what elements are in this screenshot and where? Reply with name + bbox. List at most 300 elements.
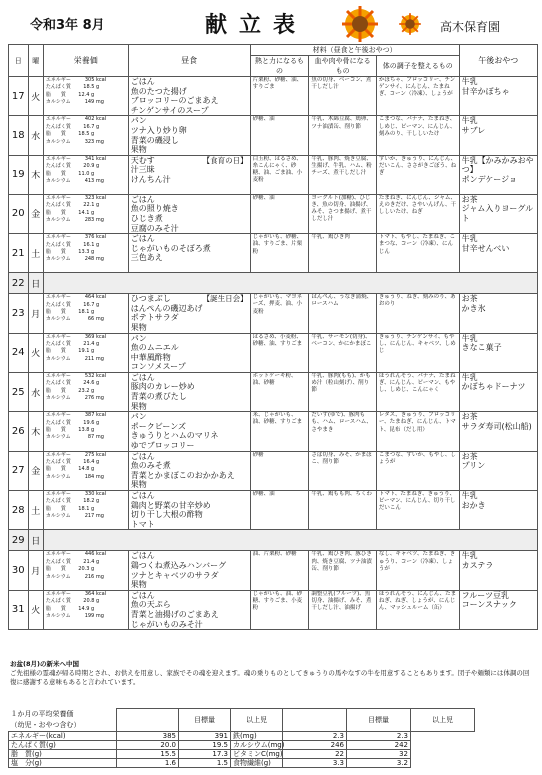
nutrient-value: 216 bbox=[84, 573, 95, 580]
nutrient-value: 16.4 bbox=[83, 459, 95, 466]
snack-item: きなこ菓子 bbox=[461, 343, 502, 353]
avg-right-target: 22 bbox=[283, 749, 347, 758]
menu-row bbox=[9, 491, 538, 530]
day-number: 26 bbox=[9, 412, 29, 451]
snack-item: 牛乳 bbox=[461, 77, 478, 86]
col-body: 体の調子を整えるもの bbox=[376, 56, 459, 77]
nutrient-value: 24.6 bbox=[83, 380, 95, 387]
average-label bbox=[9, 709, 117, 732]
nutrient-label: エネルギー bbox=[45, 412, 71, 419]
snack-item: 甘辛せんべい bbox=[461, 243, 510, 253]
nutrient-unit: g bbox=[96, 459, 100, 466]
nutrition-cell bbox=[43, 451, 128, 490]
snack-item: 牛乳 bbox=[461, 116, 478, 126]
snack-item: 牛乳 bbox=[461, 491, 478, 500]
nutrient-unit: mg bbox=[95, 612, 104, 619]
protein-foods: 牛乳、豚肉(もも)、かもめ汁（粒山刻げ）、削り節 bbox=[309, 372, 376, 411]
nutrient-unit: kcal bbox=[96, 333, 107, 340]
nutrient-unit: g bbox=[91, 170, 95, 177]
nutrient-label: たんぱく質 bbox=[45, 498, 71, 505]
nutrition-cell bbox=[43, 77, 128, 116]
snack-cell bbox=[459, 372, 537, 411]
nutrition-cell bbox=[43, 590, 128, 629]
nutrient-label: カルシウム bbox=[45, 216, 71, 223]
nutrient-unit: g bbox=[91, 387, 95, 394]
lunch-item: パン bbox=[130, 412, 147, 422]
nutrient-unit: g bbox=[96, 84, 100, 91]
vitamin-foods: きゅうり、ねぎ、刻みのり、あおのり bbox=[376, 294, 459, 333]
menu-row bbox=[9, 372, 538, 411]
nutrient-value: 20.8 bbox=[83, 598, 95, 605]
avg-head-over-2: 以上児 bbox=[411, 709, 475, 732]
nutrient-value: 248 bbox=[84, 256, 95, 263]
nutrition-cell bbox=[43, 372, 128, 411]
nutrient-value: 341 bbox=[84, 155, 95, 162]
page-title: 献立表 bbox=[205, 13, 308, 38]
col-day: 日 bbox=[9, 45, 29, 77]
avg-right-key: 食物繊維(g) bbox=[231, 758, 283, 767]
day-of-week: 月 bbox=[28, 294, 43, 333]
nutrient-value: 87 bbox=[87, 434, 95, 441]
lunch-cell bbox=[128, 491, 250, 530]
snack-item: 牛乳【かみかみおやつ】 bbox=[461, 155, 534, 175]
energy-foods: じゃがいも、油、砂糖、すりごま、小麦粉 bbox=[250, 590, 309, 629]
menu-row bbox=[9, 194, 538, 233]
day-of-week: 日 bbox=[28, 273, 43, 294]
nutrition-cell bbox=[43, 155, 128, 194]
lunch-item: 鶏肉と野菜の甘辛炒め bbox=[130, 500, 211, 510]
vitamin-foods: ほうれんそう、バナナ、たまねぎ、にんじん、ピーマン、もやし、しめじ、こんにゃく bbox=[376, 372, 459, 411]
col-blood: 血や肉や骨になるもの bbox=[309, 56, 376, 77]
avg-left-key: 塩 分(g) bbox=[9, 758, 117, 767]
nutrient-value: 199 bbox=[84, 612, 95, 619]
energy-foods: はるさめ、小麦粉、砂糖、油、すりごま bbox=[250, 333, 309, 372]
snack-item: ポンデケージョ bbox=[461, 174, 517, 184]
nutrient-label: 脂 質 bbox=[45, 387, 66, 394]
day-of-week: 火 bbox=[28, 77, 43, 116]
day-number: 25 bbox=[9, 372, 29, 411]
avg-left-key: たんぱく質(g) bbox=[9, 740, 117, 749]
menu-row bbox=[9, 294, 538, 333]
vitamin-foods: こまつな、バナナ、たまねぎ、しめじ、ピーマン、にんじん、刻みのり、干ししいたけ bbox=[376, 116, 459, 155]
lunch-item: ひじき煮 bbox=[130, 213, 163, 223]
nutrient-value: 464 bbox=[84, 294, 95, 301]
nutrient-unit: g bbox=[96, 498, 100, 505]
nutrient-unit: g bbox=[91, 348, 95, 355]
snack-cell bbox=[459, 333, 537, 372]
snack-cell bbox=[459, 234, 537, 273]
day-of-week: 月 bbox=[28, 551, 43, 590]
protein-foods: 牛乳、鶏ひき肉 bbox=[309, 234, 376, 273]
nutrient-value: 14.1 bbox=[78, 209, 90, 216]
lunch-item: 三色あえ bbox=[130, 253, 163, 263]
menu-row bbox=[9, 551, 538, 590]
lunch-item: ごはん bbox=[130, 451, 155, 461]
nutrient-label: たんぱく質 bbox=[45, 84, 71, 91]
nutrient-label: エネルギー bbox=[45, 155, 71, 162]
school-name: 高木保育園 bbox=[440, 20, 501, 34]
lunch-cell bbox=[128, 372, 250, 411]
nutrient-unit: mg bbox=[95, 177, 104, 184]
nutrient-value: 369 bbox=[84, 333, 95, 340]
avg-left-key: 脂 質(g) bbox=[9, 749, 117, 758]
lunch-item: 魚のムニエル bbox=[130, 343, 179, 353]
nutrient-label: 脂 質 bbox=[45, 566, 66, 573]
avg-head-target-2: 目標量 bbox=[347, 709, 411, 732]
nutrient-value: 19.6 bbox=[83, 419, 95, 426]
nutrient-label: たんぱく質 bbox=[45, 301, 71, 308]
nutrient-label: エネルギー bbox=[45, 451, 71, 458]
day-number: 22 bbox=[9, 273, 29, 294]
nutrient-unit: g bbox=[96, 163, 100, 170]
avg-left-over: 1.5 bbox=[179, 758, 231, 767]
nutrient-value: 283 bbox=[84, 216, 95, 223]
day-number: 28 bbox=[9, 491, 29, 530]
nutrient-value: 18.5 bbox=[83, 84, 95, 91]
protein-foods: だいず(ゆで)、豚肉もも、ハム、ロースハム、さやまき bbox=[309, 412, 376, 451]
snack-cell bbox=[459, 590, 537, 629]
protein-foods: 牛乳、サーモン(切身)、ベーコン、かにかまぼこ bbox=[309, 333, 376, 372]
nutrient-value: 18.1 bbox=[78, 505, 90, 512]
nutrient-unit: g bbox=[91, 131, 95, 138]
nutrient-unit: kcal bbox=[96, 451, 107, 458]
energy-foods: 砂糖、油 bbox=[250, 116, 309, 155]
lunch-item: 青菜と油揚げのごまあえ bbox=[130, 609, 219, 619]
nutrient-value: 323 bbox=[84, 194, 95, 201]
nutrition-cell bbox=[43, 491, 128, 530]
nutrient-value: 323 bbox=[84, 138, 95, 145]
day-of-week: 水 bbox=[28, 116, 43, 155]
lunch-item: ごはん bbox=[130, 234, 155, 244]
event-note: 【誕生日会】 bbox=[202, 294, 248, 304]
avg-right-over: 3.2 bbox=[347, 758, 411, 767]
nutrition-cell bbox=[43, 551, 128, 590]
lunch-item: パン bbox=[130, 116, 147, 126]
lunch-item: 果物 bbox=[130, 322, 147, 332]
lunch-cell bbox=[128, 116, 250, 155]
lunch-cell bbox=[128, 294, 250, 333]
lunch-item: ツナ入り炒り卵 bbox=[130, 125, 187, 135]
nutrition-cell bbox=[43, 194, 128, 233]
avg-right-key: ビタミンC(mg) bbox=[231, 749, 283, 758]
snack-item: フルーツ豆乳 bbox=[461, 590, 509, 600]
day-of-week: 土 bbox=[28, 491, 43, 530]
nutrient-unit: g bbox=[96, 123, 100, 130]
snack-cell bbox=[459, 116, 537, 155]
nutrient-label: カルシウム bbox=[45, 138, 71, 145]
nutrient-unit: mg bbox=[95, 573, 104, 580]
nutrient-label: カルシウム bbox=[45, 316, 71, 323]
energy-foods: 米、じゃがいも、油、砂糖、すりごま bbox=[250, 412, 309, 451]
nutrient-unit: g bbox=[96, 301, 100, 308]
nutrient-unit: g bbox=[96, 340, 100, 347]
energy-foods: 砂糖、油 bbox=[250, 194, 309, 233]
snack-cell bbox=[459, 551, 537, 590]
nutrient-unit: mg bbox=[95, 138, 104, 145]
vitamin-foods: すいか、きゅうり、にんじん、だいこん、ささがきごぼう、ねぎ bbox=[376, 155, 459, 194]
col-energy: 熱と力になるもの bbox=[250, 56, 309, 77]
nutrient-unit: mg bbox=[95, 513, 104, 520]
nutrient-unit: mg bbox=[95, 434, 104, 441]
nutrient-label: カルシウム bbox=[45, 177, 71, 184]
nutrient-label: エネルギー bbox=[45, 194, 71, 201]
lunch-item: 魚のみそ煮 bbox=[130, 461, 171, 471]
lunch-item: 青菜の煮びたし bbox=[130, 392, 187, 402]
nutrient-label: 脂 質 bbox=[45, 91, 66, 98]
snack-item: 牛乳 bbox=[461, 333, 478, 343]
day-of-week: 日 bbox=[28, 530, 43, 551]
nutrient-value: 23.2 bbox=[78, 387, 90, 394]
snack-item: お茶 bbox=[461, 294, 478, 304]
nutrient-label: たんぱく質 bbox=[45, 598, 71, 605]
nutrient-unit: g bbox=[91, 605, 95, 612]
col-dow: 曜 bbox=[28, 45, 43, 77]
nutrient-label: 脂 質 bbox=[45, 308, 66, 315]
lunch-item: 青菜の磯浸し bbox=[130, 135, 179, 145]
snack-item: 牛乳 bbox=[461, 372, 478, 382]
nutrient-unit: kcal bbox=[96, 77, 107, 83]
nutrient-value: 532 bbox=[84, 372, 95, 379]
avg-left-target: 1.6 bbox=[117, 758, 179, 767]
nutrient-unit: g bbox=[96, 380, 100, 387]
nutrient-value: 211 bbox=[84, 355, 95, 362]
nutrition-cell bbox=[43, 294, 128, 333]
snack-cell bbox=[459, 412, 537, 451]
nutrient-unit: g bbox=[96, 202, 100, 209]
vitamin-foods: たまねぎ、にんじん、ジャム、えのきだけ、さやいんげん、干ししいたけ、ねぎ bbox=[376, 194, 459, 233]
nutrient-value: 66 bbox=[87, 316, 95, 323]
avg-right-target: 2.3 bbox=[283, 731, 347, 740]
snack-item: かき氷 bbox=[461, 303, 486, 313]
lunch-item: 青菜とかまぼこのおかかあえ bbox=[130, 470, 235, 480]
nutrient-label: エネルギー bbox=[45, 294, 71, 301]
nutrient-unit: kcal bbox=[96, 116, 107, 123]
nutrient-label: カルシウム bbox=[45, 434, 71, 441]
lunch-item: 果物 bbox=[130, 480, 147, 490]
lunch-item: ごはん bbox=[130, 551, 155, 561]
note-box bbox=[10, 660, 530, 687]
avg-right-key: カルシウム(mg) bbox=[231, 740, 283, 749]
nutrient-unit: g bbox=[91, 466, 95, 473]
avg-left-over: 19.5 bbox=[179, 740, 231, 749]
nutrient-label: たんぱく質 bbox=[45, 419, 71, 426]
nutrient-label: 脂 質 bbox=[45, 466, 66, 473]
snack-item: プリン bbox=[461, 461, 486, 471]
lunch-item: 果物 bbox=[130, 580, 147, 590]
snack-item: サブレ bbox=[461, 125, 486, 135]
nutrient-value: 13.3 bbox=[78, 248, 90, 255]
nutrient-label: 脂 質 bbox=[45, 605, 66, 612]
lunch-item: ツナとキャベツのサラダ bbox=[130, 570, 219, 580]
energy-foods: 白玉粉、はるさめ、糸こんにゃく、砂糖、油、ごま油、小麦粉 bbox=[250, 155, 309, 194]
day-of-week: 土 bbox=[28, 234, 43, 273]
lunch-item: 鶏つくね煮込みハンバーグ bbox=[130, 560, 227, 570]
nutrient-label: 脂 質 bbox=[45, 427, 66, 434]
lunch-item: 魚の天ぷら bbox=[130, 600, 171, 610]
lunch-item: ひつまぶし bbox=[130, 294, 171, 304]
lunch-item: ごはん bbox=[130, 77, 155, 86]
nutrient-value: 149 bbox=[84, 99, 95, 106]
nutrient-unit: kcal bbox=[96, 294, 107, 301]
day-number: 18 bbox=[9, 116, 29, 155]
nutrient-label: エネルギー bbox=[45, 491, 71, 497]
snack-item: お茶 bbox=[461, 451, 478, 461]
nutrient-unit: kcal bbox=[96, 234, 107, 241]
menu-row bbox=[9, 116, 538, 155]
nutrient-unit: mg bbox=[95, 216, 104, 223]
vitamin-foods: きゅうり、チンゲンサイ、もやし、にんじん、キャベツ、しめじ bbox=[376, 333, 459, 372]
nutrient-label: カルシウム bbox=[45, 355, 71, 362]
nutrient-label: たんぱく質 bbox=[45, 123, 71, 130]
nutrient-value: 18.1 bbox=[78, 308, 90, 315]
nutrition-cell bbox=[43, 116, 128, 155]
nutrient-unit: mg bbox=[95, 99, 104, 106]
nutrient-label: カルシウム bbox=[45, 612, 71, 619]
snack-item: 甘辛かぼちゃ bbox=[461, 86, 510, 96]
lunch-cell bbox=[128, 333, 250, 372]
nutrient-value: 16.7 bbox=[83, 301, 95, 308]
nutrient-value: 18.2 bbox=[83, 498, 95, 505]
day-number: 24 bbox=[9, 333, 29, 372]
lunch-item: けんちん汁 bbox=[130, 174, 171, 184]
lunch-item: コンソメスープ bbox=[130, 362, 186, 372]
day-number: 20 bbox=[9, 194, 29, 233]
menu-row bbox=[9, 590, 538, 629]
snack-item: コーンスナック bbox=[461, 600, 517, 610]
average-label-1: １か月の平均栄養価 bbox=[10, 709, 74, 718]
lunch-item: ポークビーンズ bbox=[130, 421, 186, 431]
nutrient-value: 11.0 bbox=[78, 170, 90, 177]
vitamin-foods: なし、キャベツ、たまねぎ、きゅうり、コーン（冷凍）、しょうが bbox=[376, 551, 459, 590]
nutrient-label: カルシウム bbox=[45, 513, 71, 520]
nutrient-value: 14.9 bbox=[78, 605, 90, 612]
nutrient-label: カルシウム bbox=[45, 256, 71, 263]
snack-item: おかき bbox=[461, 500, 486, 510]
vitamin-foods: かぼちゃ、ブロッコリー、チンゲンサイ、にんじん、たまねぎ、コーン（冷凍）、しょうが bbox=[376, 77, 459, 116]
menu-table bbox=[8, 44, 538, 630]
energy-foods: 砂糖、油 bbox=[250, 491, 309, 530]
nutrient-unit: g bbox=[91, 209, 95, 216]
nutrient-value: 20.3 bbox=[78, 566, 90, 573]
snack-item: かぼちゃドーナツ bbox=[461, 382, 526, 392]
nutrient-label: エネルギー bbox=[45, 77, 71, 83]
day-number: 31 bbox=[9, 590, 29, 629]
nutrient-label: カルシウム bbox=[45, 99, 71, 106]
nutrient-unit: mg bbox=[95, 355, 104, 362]
avg-left-over: 391 bbox=[179, 731, 231, 740]
lunch-item: 魚の照り焼き bbox=[130, 204, 179, 214]
lunch-item: 果物 bbox=[130, 145, 147, 155]
nutrient-label: エネルギー bbox=[45, 333, 71, 340]
nutrient-value: 21.4 bbox=[83, 340, 95, 347]
lunch-cell bbox=[128, 551, 250, 590]
menu-row bbox=[9, 234, 538, 273]
nutrient-unit: mg bbox=[95, 256, 104, 263]
lunch-item: 魚のたつた揚げ bbox=[130, 86, 187, 96]
protein-foods: 牛乳、豚肉、焼き豆腐、生揚げ、牛乳、ハム、粉チーズ、煮干しだし汁 bbox=[309, 155, 376, 194]
average-nutrition-table bbox=[8, 708, 539, 768]
nutrient-unit: g bbox=[91, 427, 95, 434]
menu-row bbox=[9, 155, 538, 194]
lunch-item: 切り干し大根の酢物 bbox=[130, 510, 203, 520]
nutrient-label: エネルギー bbox=[45, 551, 71, 558]
energy-foods: じゃがいも、マヨネーズ、押麦、油、小麦粉 bbox=[250, 294, 309, 333]
menu-row bbox=[9, 451, 538, 490]
nutrient-value: 364 bbox=[84, 590, 95, 597]
day-number: 21 bbox=[9, 234, 29, 273]
holiday-row bbox=[9, 530, 538, 551]
event-note: 【食育の日】 bbox=[202, 155, 248, 165]
nutrient-value: 13.8 bbox=[78, 427, 90, 434]
nutrient-value: 402 bbox=[84, 116, 95, 123]
avg-right-over: 2.3 bbox=[347, 731, 411, 740]
snack-item: 牛乳 bbox=[461, 234, 478, 244]
day-of-week: 水 bbox=[28, 372, 43, 411]
nutrient-label: エネルギー bbox=[45, 116, 71, 123]
snack-item: お茶 bbox=[461, 412, 478, 422]
nutrient-value: 305 bbox=[84, 77, 95, 83]
nutrient-unit: kcal bbox=[96, 372, 107, 379]
nutrient-unit: mg bbox=[95, 473, 104, 480]
lunch-item: ごはん bbox=[130, 372, 155, 382]
nutrient-value: 275 bbox=[84, 451, 95, 458]
lunch-item: ごはん bbox=[130, 194, 155, 204]
vitamin-foods: こまつな、すいか、もやし、しょうが bbox=[376, 451, 459, 490]
lunch-cell bbox=[128, 451, 250, 490]
nutrient-unit: kcal bbox=[96, 551, 107, 558]
nutrient-label: カルシウム bbox=[45, 395, 71, 402]
nutrient-value: 376 bbox=[84, 234, 95, 241]
avg-right-over: 32 bbox=[347, 749, 411, 758]
day-of-week: 火 bbox=[28, 333, 43, 372]
snack-cell bbox=[459, 77, 537, 116]
nutrient-unit: kcal bbox=[96, 155, 107, 162]
nutrient-unit: kcal bbox=[96, 194, 107, 201]
menu-row bbox=[9, 412, 538, 451]
nutrient-unit: mg bbox=[95, 395, 104, 402]
nutrient-value: 20.9 bbox=[83, 163, 95, 170]
note-heading: お盆(8月)の新米へ中国 bbox=[10, 660, 79, 668]
snack-item: サラダ寿司(松山船) bbox=[461, 421, 532, 431]
day-of-week: 木 bbox=[28, 412, 43, 451]
lunch-cell bbox=[128, 234, 250, 273]
protein-foods: 調整豆乳(フルーツ)、魚切身、油揚げ、みそ、煮干しだし汁、油揚げ bbox=[309, 590, 376, 629]
nutrient-value: 387 bbox=[84, 412, 95, 419]
snack-cell bbox=[459, 155, 537, 194]
avg-left-target: 20.0 bbox=[117, 740, 179, 749]
lunch-item: ポテトサラダ bbox=[130, 313, 179, 323]
avg-right-key: 鉄(mg) bbox=[231, 731, 283, 740]
lunch-cell bbox=[128, 412, 250, 451]
nutrient-value: 19.1 bbox=[78, 348, 90, 355]
day-number: 30 bbox=[9, 551, 29, 590]
col-nutrition: 栄養価 bbox=[43, 45, 128, 77]
avg-left-target: 15.5 bbox=[117, 749, 179, 758]
nutrient-label: たんぱく質 bbox=[45, 241, 71, 248]
vitamin-foods: トマト、もやし、たまねぎ、こまつな、コーン（冷凍）、にんじん bbox=[376, 234, 459, 273]
snack-cell bbox=[459, 491, 537, 530]
lunch-item: パン bbox=[130, 333, 147, 343]
energy-foods: 砂糖 bbox=[250, 451, 309, 490]
nutrition-cell bbox=[43, 234, 128, 273]
snack-cell bbox=[459, 451, 537, 490]
col-snack: 午後おやつ bbox=[459, 45, 537, 77]
nutrient-label: 脂 質 bbox=[45, 170, 66, 177]
nutrient-unit: g bbox=[91, 566, 95, 573]
energy-foods: 片栗粉、砂糖、油、すりごま bbox=[250, 77, 309, 116]
nutrient-label: 脂 質 bbox=[45, 209, 66, 216]
nutrient-value: 276 bbox=[84, 395, 95, 402]
